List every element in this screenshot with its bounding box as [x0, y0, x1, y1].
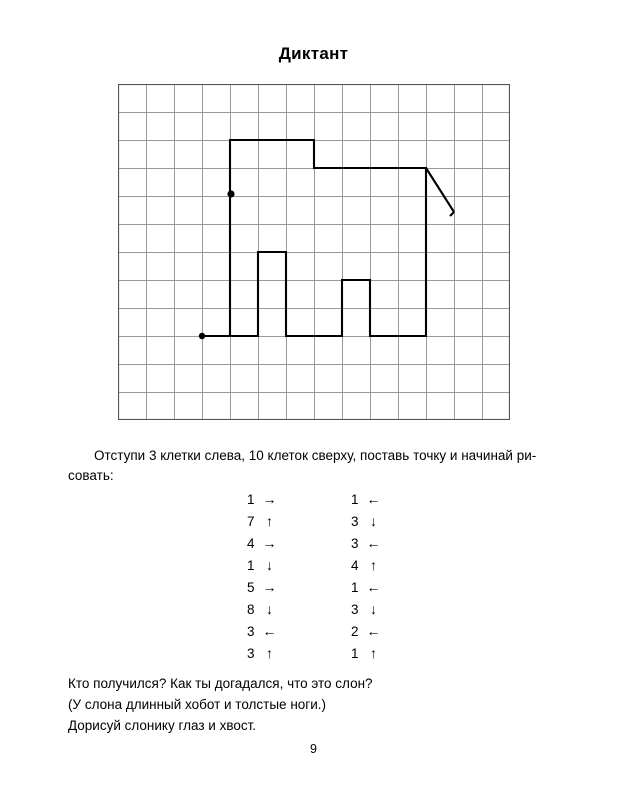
step-item [343, 598, 389, 620]
start-point-dot [199, 333, 205, 339]
arrow-up-icon: ↑ [266, 645, 273, 661]
page-number: 9 [310, 742, 317, 756]
question-line: Кто получился? Как ты догадался, что это слон? [68, 676, 373, 691]
arrow-left-icon: ← [366, 623, 381, 639]
trunk-line-2 [450, 212, 454, 216]
step-item [239, 510, 285, 532]
eye-dot [227, 190, 234, 197]
step-item [239, 576, 285, 598]
arrow-left-icon: ← [366, 579, 381, 595]
arrow-right-icon: → [262, 535, 277, 551]
step-item [343, 532, 389, 554]
arrow-left-icon: ← [366, 535, 381, 551]
arrow-up-icon: ↑ [370, 645, 377, 661]
instructions-line-2: совать: [68, 468, 114, 483]
step-item [343, 488, 389, 510]
steps-column-right [343, 488, 389, 664]
step-count: 1 [246, 557, 255, 573]
step-item [239, 598, 285, 620]
grid-drawing-area [118, 84, 510, 420]
step-item [239, 532, 285, 554]
arrow-down-icon: ↓ [266, 557, 273, 573]
arrow-left-icon: ← [366, 491, 381, 507]
step-count: 8 [246, 601, 255, 617]
step-count: 1 [246, 491, 255, 507]
task-line: Дорисуй слонику глаз и хвост. [68, 718, 257, 733]
step-count: 4 [350, 557, 359, 573]
step-item [343, 510, 389, 532]
arrow-right-icon: → [262, 579, 277, 595]
step-count: 7 [246, 513, 255, 529]
instructions-text [68, 446, 560, 486]
arrow-right-icon: → [262, 491, 277, 507]
step-count: 4 [246, 535, 255, 551]
arrow-down-icon: ↓ [370, 601, 377, 617]
step-item [343, 554, 389, 576]
step-count: 5 [246, 579, 255, 595]
step-item [239, 554, 285, 576]
step-count: 1 [350, 579, 359, 595]
grid-lines [118, 84, 510, 420]
step-item [343, 642, 389, 664]
step-item [239, 620, 285, 642]
page-title: Диктант [278, 44, 349, 63]
step-item [239, 488, 285, 510]
arrow-down-icon: ↓ [370, 513, 377, 529]
step-count: 3 [350, 513, 359, 529]
step-count: 2 [350, 623, 359, 639]
step-count: 1 [350, 491, 359, 507]
steps-column-left [239, 488, 285, 664]
step-count: 1 [350, 645, 359, 661]
step-count: 3 [246, 623, 255, 639]
arrow-left-icon: ← [262, 623, 277, 639]
step-count: 3 [350, 535, 359, 551]
step-count: 3 [350, 601, 359, 617]
instructions-line-1: Отступи 3 клетки слева, 10 клеток сверху, поставь точку и начинай ри- [94, 448, 537, 463]
step-count: 3 [246, 645, 255, 661]
trunk-line [426, 168, 454, 212]
answer-line: (У слона длинный хобот и толстые ноги.) [68, 697, 326, 712]
step-item [239, 642, 285, 664]
step-item [343, 576, 389, 598]
arrow-up-icon: ↑ [266, 513, 273, 529]
step-item [343, 620, 389, 642]
questions-block [68, 673, 560, 736]
dictation-steps [0, 488, 627, 664]
arrow-down-icon: ↓ [266, 601, 273, 617]
arrow-up-icon: ↑ [370, 557, 377, 573]
graph-paper-svg [118, 84, 510, 420]
